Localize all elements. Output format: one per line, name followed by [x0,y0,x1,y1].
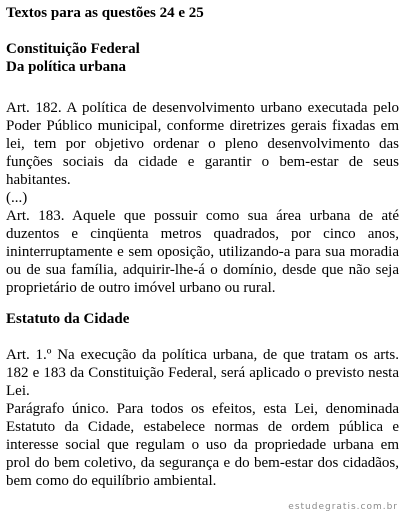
article-183: Art. 183. Aquele que possuir como sua área urbana de até duzentos e cinqüenta metros quadrados, por cinco anos, ininterruptamente e sem oposição, utilizando-a para sua moradia ou de sua família, adquirir-lhe-á o domínio, desde que não seja proprietário de outro imóvel urbano ou rural. [6,208,399,296]
estatuto-title: Estatuto da Cidade [6,311,130,327]
ellipsis-text: (...) [6,190,28,206]
estatuto-article-1: Art. 1.º Na execução da política urbana, de que tratam os arts. 182 e 183 da Constituição Federal, será aplicado o previsto nesta Lei. [6,347,399,399]
document-page [6,0,399,490]
article-182: Art. 182. A política de desenvolvimento urbano executada pelo Poder Público municipal, conforme diretrizes gerais fixadas em lei, tem por objetivo ordenar o pleno desenvolvimento das funções sociais da cidade e garantir o bem-estar de seus habitantes. [6,100,399,188]
constitution-subtitle: Da política urbana [6,59,127,75]
watermark: estudegratis.com.br [288,502,398,512]
constitution-title: Constituição Federal [6,41,140,57]
intro-heading: Textos para as questões 24 e 25 [6,5,204,21]
estatuto-paragrafo-unico: Parágrafo único. Para todos os efeitos, esta Lei, denominada Estatuto da Cidade, estabelece normas de ordem pública e interesse social que regulam o uso da propriedade urbana em prol do bem coletivo, da segurança e do bem-estar dos cidadãos, bem como do equilíbrio ambiental. [6,401,399,489]
